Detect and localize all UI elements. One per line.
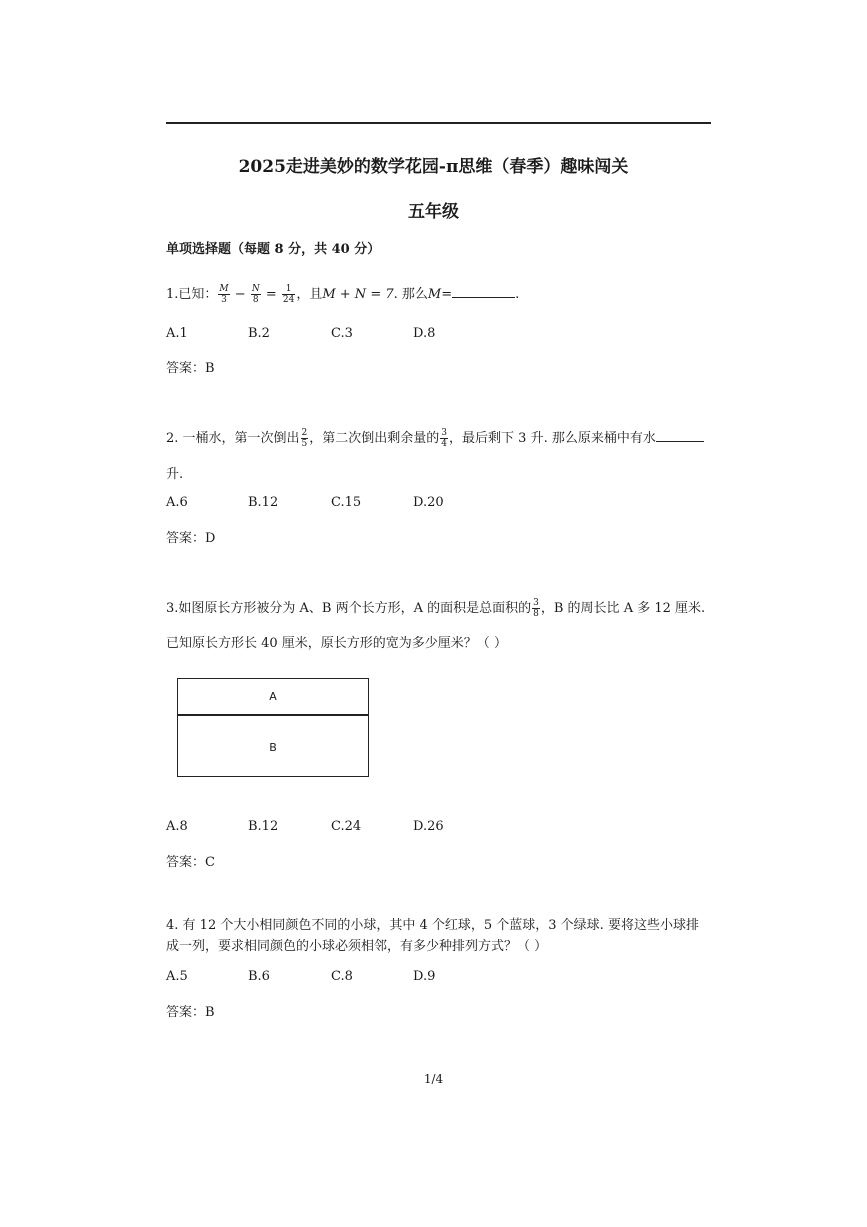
q1-answer: 答案：B <box>166 361 215 376</box>
figure-label-b: B <box>269 741 277 754</box>
option: C.3 <box>331 326 353 341</box>
page-number: 1/4 <box>423 1072 444 1086</box>
q2-fraction-3-4: $\frac{3}{4}$ <box>441 428 448 449</box>
option: B.12 <box>248 819 279 834</box>
option: C.15 <box>331 495 362 510</box>
option: A.6 <box>166 495 188 510</box>
question-1: 1.已知： $\frac{M}{3}$ − $\frac{N}{8}$ = $\frac{1}{24}$ ，且M + N = 7. 那么M= . <box>166 284 520 305</box>
q1-fraction-m-3: $\frac{M}{3}$ <box>219 284 229 305</box>
option: D.26 <box>413 819 444 834</box>
question-2-line-2: 升. <box>166 467 184 482</box>
q2-fraction-2-5: $\frac{2}{5}$ <box>301 428 308 449</box>
option: B.12 <box>248 495 279 510</box>
question-3: 3.如图原长方形被分为 A、B 两个长方形，A 的面积是总面积的 $\frac{3}{8}$ ，B 的周长比 A 多 12 厘米. <box>166 598 706 619</box>
option: D.8 <box>413 326 436 341</box>
q1-condition: M + N = 7 <box>322 287 394 302</box>
q1-fraction-n-8: $\frac{N}{8}$ <box>251 284 260 305</box>
question-4-line-2: 成一列，要求相同颜色的小球必须相邻，有多少种排列方式？（ ） <box>166 939 548 954</box>
question-4: 4. 有 12 个大小相同颜色不同的小球，其中 4 个红球，5 个蓝球，3 个绿球. 要将这些小球排 <box>166 918 699 933</box>
q4-answer: 答案：B <box>166 1005 215 1020</box>
q3-answer: 答案：C <box>166 855 215 870</box>
rectangle-figure <box>177 678 369 777</box>
figure-divider <box>178 714 368 716</box>
q1-prefix: 1.已知： <box>166 287 218 302</box>
document-title: 2025走进美妙的数学花园-π思维（春季）趣味闯关 <box>238 157 629 177</box>
q1-fraction-1-24: $\frac{1}{24}$ <box>282 284 295 305</box>
option: C.8 <box>331 969 353 984</box>
option: B.2 <box>248 326 270 341</box>
q2-answer-blank <box>656 429 704 442</box>
option: D.9 <box>413 969 436 984</box>
option: A.8 <box>166 819 188 834</box>
grade-title: 五年级 <box>408 202 459 222</box>
option: A.1 <box>166 326 188 341</box>
figure-label-a: A <box>269 690 277 703</box>
header-rule <box>166 122 711 124</box>
option: D.20 <box>413 495 444 510</box>
section-heading: 单项选择题（每题 8 分，共 40 分） <box>166 242 381 257</box>
question-3-line-2: 已知原长方形长 40 厘米，原长方形的宽为多少厘米？（ ） <box>166 636 507 651</box>
question-2: 2. 一桶水，第一次倒出 $\frac{2}{5}$ ，第二次倒出剩余量的 $\frac{3}{4}$ ，最后剩下 3 升. 那么原来桶中有水 <box>166 427 704 449</box>
q3-fraction-3-8: $\frac{3}{8}$ <box>533 598 539 619</box>
option: A.5 <box>166 969 188 984</box>
option: B.6 <box>248 969 270 984</box>
q1-answer-blank <box>452 285 515 298</box>
q2-answer: 答案：D <box>166 531 216 546</box>
option: C.24 <box>331 819 362 834</box>
